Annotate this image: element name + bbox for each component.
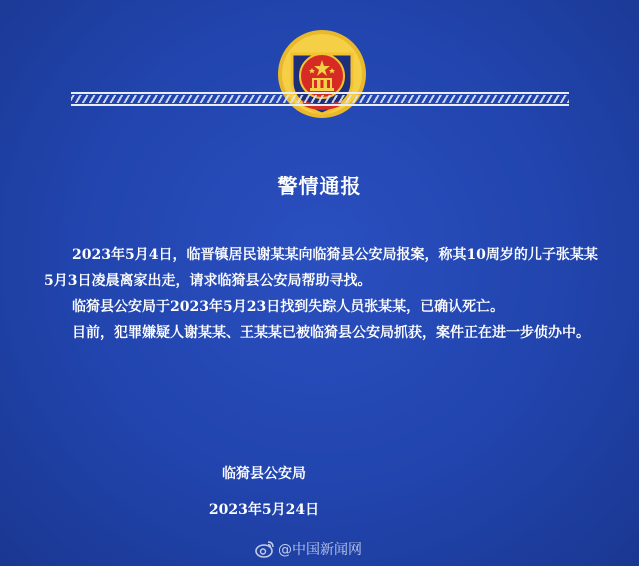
band-top-line xyxy=(71,92,569,94)
notice-paragraph: 目前，犯罪嫌疑人谢某某、王某某已被临猗县公安局抓获，案件正在进一步侦办中。 xyxy=(72,325,590,341)
notice-signature xyxy=(200,456,328,528)
decorative-stripe-band xyxy=(71,92,569,106)
notice-body xyxy=(44,242,604,346)
source-watermark xyxy=(255,539,362,559)
band-chevron-pattern xyxy=(71,95,569,103)
watermark-text: @中国新闻网 xyxy=(278,542,362,558)
notice-paragraph: 临猗县公安局于2023年5月23日找到失踪人员张某某，已确认死亡。 xyxy=(72,299,505,315)
notice-paragraph: 2023年5月4日，临晋镇居民谢某某向临猗县公安局报案，称其10周岁的儿子张某某5月3日凌晨离家出走，请求临猗县公安局帮助寻找。 xyxy=(44,247,598,289)
issuer-name: 临猗县公安局 xyxy=(222,466,306,482)
weibo-icon xyxy=(255,540,275,558)
band-bottom-line xyxy=(71,104,569,106)
notice-title: 警情通报 xyxy=(277,174,362,198)
police-emblem-icon xyxy=(276,28,368,120)
issue-date: 2023年5月24日 xyxy=(208,502,320,518)
